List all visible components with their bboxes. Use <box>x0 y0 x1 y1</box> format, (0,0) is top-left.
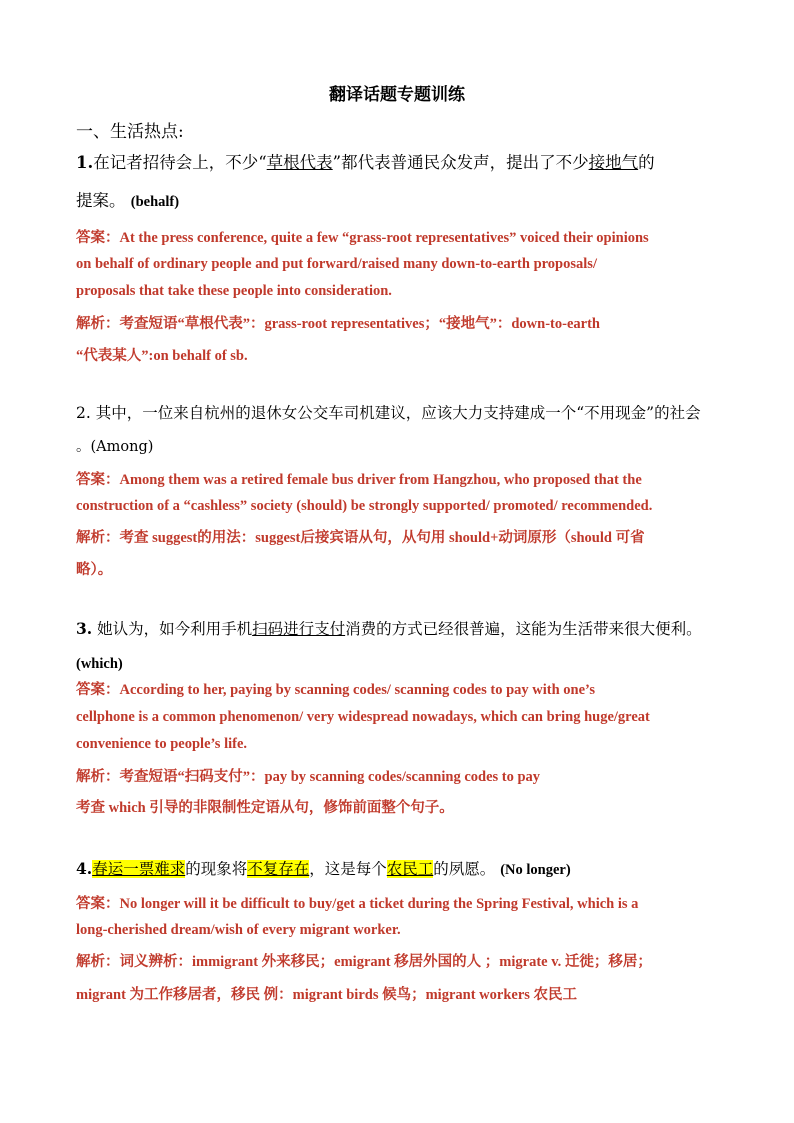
answer-line <box>76 226 726 247</box>
answer-line: convenience to people’s life. <box>76 736 248 752</box>
answer-text: No longer will it be difficult to buy/get a ticket during the Spring Festival, which is a <box>119 896 639 912</box>
answer-line: long-cherished dream/wish of every migrant worker. <box>76 922 401 938</box>
question-number: 3. <box>76 619 93 638</box>
answer-label: 答案： <box>76 681 120 698</box>
question-text: 在记者招待会上，不少“ <box>93 153 267 172</box>
question-text: 消费的方式已经很普遍，这能为生活带来很大便利。 <box>345 620 702 638</box>
answer-line: cellphone is a common phenomenon/ very widespread nowadays, which can bring huge/great <box>76 709 650 725</box>
question-text: 提案。 <box>76 191 131 210</box>
question-1-line2 <box>76 186 726 217</box>
answer-line <box>76 678 726 699</box>
answer-label: 答案： <box>76 229 120 246</box>
analysis-text: 考查 suggest的用法：suggest后接宾语从句，从句用 should+动词原形（should 可省 <box>119 530 645 546</box>
analysis-label: 解析： <box>76 315 120 332</box>
question-1 <box>76 148 726 178</box>
answer-line: construction of a “cashless” society (should) be strongly supported/ promoted/ recommended. <box>76 498 653 514</box>
analysis-line <box>76 950 726 971</box>
question-3-line2 <box>76 648 726 679</box>
analysis-line: migrant 为工作移居者，移民 例：migrant birds 候鸟；migrant workers 农民工 <box>76 987 578 1003</box>
question-text: 其中，一位来自杭州的退休女公交车司机建议，应该大力支持建成一个“不用现金”的社会 <box>90 404 701 422</box>
analysis-line: 略）。 <box>76 562 113 578</box>
underlined-term: 草根代表 <box>266 153 333 172</box>
highlighted-term: 不复存在 <box>247 860 310 878</box>
answer-text: Among them was a retired female bus driver from Hangzhou, who proposed that the <box>119 472 642 488</box>
answer-label: 答案： <box>76 471 120 488</box>
question-text: ，这是每个 <box>309 860 387 878</box>
question-text: 的夙愿。 <box>433 860 501 878</box>
analysis-text: 词义辨析：immigrant 外来移民；emigrant 移居外国的人 ；migrate v. 迁徙；移居； <box>119 954 652 970</box>
question-2-line2: 。(Among) <box>76 439 154 455</box>
question-number: 4. <box>76 859 93 878</box>
question-number: 2. <box>76 404 91 422</box>
keyword-hint: (behalf) <box>130 194 180 210</box>
analysis-label: 解析： <box>76 529 120 546</box>
underlined-term: 扫码进行支付 <box>252 620 346 638</box>
question-number: 1. <box>76 153 94 172</box>
highlighted-term: 春运一票难求 <box>92 860 186 878</box>
keyword-hint: (No longer) <box>500 862 571 878</box>
answer-text: At the press conference, quite a few “grass-root representatives” voiced their opinions <box>119 230 649 246</box>
question-3 <box>76 614 726 644</box>
analysis-line: “代表某人”:on behalf of sb. <box>76 348 248 364</box>
question-4 <box>76 854 726 885</box>
page-title: 翻译话题专题训练 <box>329 85 465 105</box>
answer-text: According to her, paying by scanning codes/ scanning codes to pay with one’s <box>119 682 595 698</box>
question-text: 的现象将 <box>185 860 248 878</box>
answer-line <box>76 468 726 489</box>
analysis-text: 考查短语“扫码支付”：pay by scanning codes/scanning codes to pay <box>119 769 541 785</box>
keyword-hint: (which) <box>76 656 123 672</box>
analysis-line <box>76 526 726 547</box>
analysis-line: 考查 which 引导的非限制性定语从句，修饰前面整个句子。 <box>76 800 454 816</box>
underlined-term: 接地气 <box>588 153 639 172</box>
question-text: 的 <box>638 153 655 172</box>
question-2 <box>76 398 726 428</box>
analysis-line <box>76 765 726 786</box>
analysis-text: 考查短语“草根代表”：grass-root representatives；“接地气”：down-to-earth <box>119 316 600 332</box>
answer-line <box>76 892 726 913</box>
question-text: ”都代表普通民众发声，提出了不少 <box>332 153 589 172</box>
answer-line: proposals that take these people into consideration. <box>76 283 392 299</box>
question-text: 她认为，如今利用手机 <box>92 620 253 638</box>
section-heading: 一、生活热点: <box>76 122 184 142</box>
answer-line: on behalf of ordinary people and put forward/raised many down-to-earth proposals/ <box>76 256 597 272</box>
answer-label: 答案： <box>76 895 120 912</box>
highlighted-term: 农民工 <box>386 860 434 878</box>
analysis-line <box>76 312 726 333</box>
analysis-label: 解析： <box>76 953 120 970</box>
analysis-label: 解析： <box>76 768 120 785</box>
